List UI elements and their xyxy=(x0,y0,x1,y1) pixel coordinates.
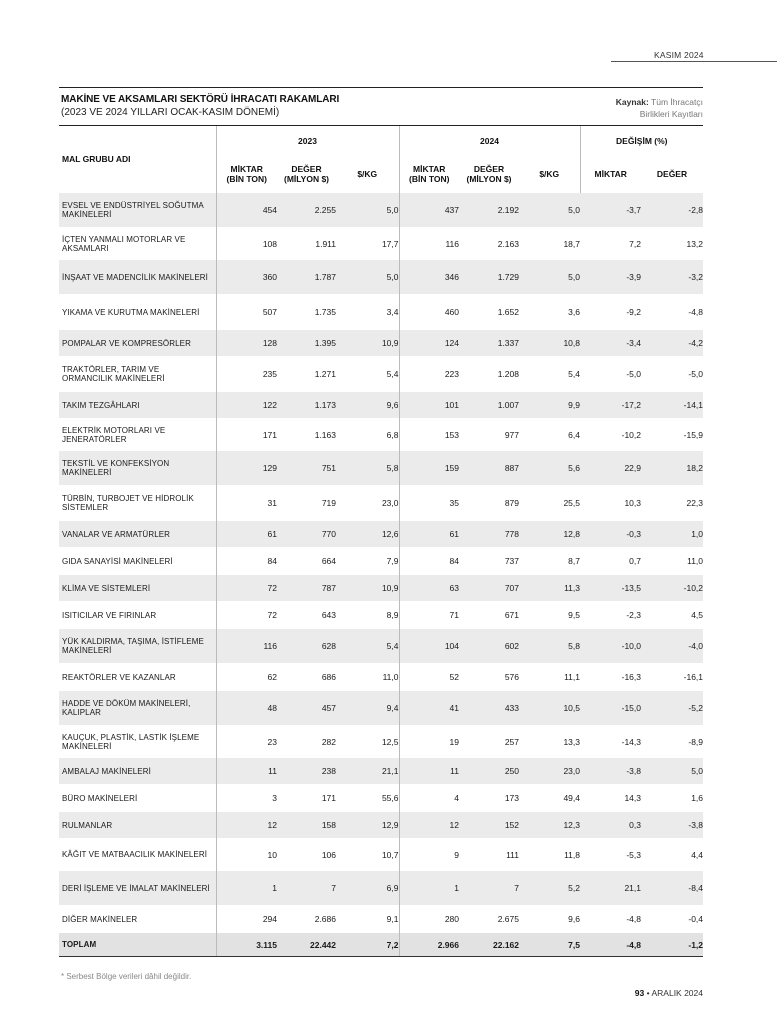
table-row xyxy=(59,486,703,521)
title-top-divider xyxy=(59,87,703,88)
cell-q23: 48 xyxy=(216,691,277,726)
cell-k24: 5,0 xyxy=(519,193,580,228)
cell-k24: 9,9 xyxy=(519,392,580,419)
cell-cq: -10,2 xyxy=(580,419,641,451)
cell-v23: 664 xyxy=(277,548,336,575)
cell-v24: 879 xyxy=(459,486,519,521)
cell-v24: 173 xyxy=(459,785,519,812)
cell-cq: 7,2 xyxy=(580,228,641,260)
source-note xyxy=(616,96,703,120)
cell-q24: 9 xyxy=(399,839,459,871)
cell-q23: 294 xyxy=(216,906,277,933)
table-title: MAKİNE VE AKSAMLARI SEKTÖRÜ İHRACATI RAKAMLARI xyxy=(61,94,340,105)
cell-q24: 1 xyxy=(399,871,459,906)
cell-k23: 10,7 xyxy=(336,839,399,871)
cell-v24: 250 xyxy=(459,758,519,785)
source-line-2: Birlikleri Kayıtları xyxy=(639,109,703,119)
table-row xyxy=(59,451,703,486)
cell-v24: 22.162 xyxy=(459,933,519,957)
product-group-name: VANALAR VE ARMATÜRLER xyxy=(59,521,216,548)
cell-q23: 108 xyxy=(216,228,277,260)
table-row xyxy=(59,295,703,330)
cell-v23: 22.442 xyxy=(277,933,336,957)
product-group-name: GIDA SANAYİSİ MAKİNELERİ xyxy=(59,548,216,575)
cell-q23: 3.115 xyxy=(216,933,277,957)
table-row xyxy=(59,758,703,785)
footnote: * Serbest Bölge verileri dâhil değildir. xyxy=(61,972,192,981)
cell-q24: 460 xyxy=(399,295,459,330)
header-val-2024: DEĞER (MİLYON $) xyxy=(466,164,512,184)
cell-q23: 72 xyxy=(216,575,277,602)
table-row xyxy=(59,228,703,260)
product-group-name: TÜRBİN, TURBOJET VE HİDROLİK SİSTEMLER xyxy=(59,486,216,521)
cell-q24: 104 xyxy=(399,629,459,664)
cell-v24: 576 xyxy=(459,664,519,691)
cell-cv: -5,2 xyxy=(641,691,703,726)
product-group-name: KÂĞIT VE MATBAACILIK MAKİNELERİ xyxy=(59,839,216,871)
cell-v24: 2.163 xyxy=(459,228,519,260)
cell-q23: 116 xyxy=(216,629,277,664)
cell-k24: 18,7 xyxy=(519,228,580,260)
cell-cq: -9,2 xyxy=(580,295,641,330)
cell-v24: 152 xyxy=(459,812,519,839)
header-change-qty: MİKTAR xyxy=(580,156,641,193)
product-group-name: TOPLAM xyxy=(59,933,216,957)
cell-k24: 5,6 xyxy=(519,451,580,486)
cell-v23: 7 xyxy=(277,871,336,906)
cell-v24: 671 xyxy=(459,602,519,629)
page-number: 93 xyxy=(634,988,645,998)
cell-k23: 12,6 xyxy=(336,521,399,548)
table-row xyxy=(59,330,703,357)
cell-q24: 346 xyxy=(399,260,459,295)
cell-q24: 101 xyxy=(399,392,459,419)
product-group-name: YÜK KALDIRMA, TAŞIMA, İSTİFLEME MAKİNELERİ xyxy=(59,629,216,664)
table-row xyxy=(59,629,703,664)
cell-q24: 19 xyxy=(399,726,459,758)
cell-v23: 1.735 xyxy=(277,295,336,330)
product-group-name: KLİMA VE SİSTEMLERİ xyxy=(59,575,216,602)
cell-q23: 507 xyxy=(216,295,277,330)
cell-k23: 5,0 xyxy=(336,193,399,228)
cell-q24: 41 xyxy=(399,691,459,726)
product-group-name: HADDE VE DÖKÜM MAKİNELERİ, KALIPLAR xyxy=(59,691,216,726)
product-group-name: REAKTÖRLER VE KAZANLAR xyxy=(59,664,216,691)
cell-q23: 11 xyxy=(216,758,277,785)
cell-k23: 12,9 xyxy=(336,812,399,839)
cell-k23: 11,0 xyxy=(336,664,399,691)
cell-k23: 17,7 xyxy=(336,228,399,260)
cell-v23: 282 xyxy=(277,726,336,758)
cell-cq: -3,7 xyxy=(580,193,641,228)
product-group-name: ELEKTRİK MOTORLARI VE JENERATÖRLER xyxy=(59,419,216,451)
product-group-name: TRAKTÖRLER, TARIM VE ORMANCILIK MAKİNELERİ xyxy=(59,357,216,392)
cell-q23: 23 xyxy=(216,726,277,758)
cell-q23: 122 xyxy=(216,392,277,419)
cell-v23: 457 xyxy=(277,691,336,726)
cell-k24: 13,3 xyxy=(519,726,580,758)
cell-q23: 12 xyxy=(216,812,277,839)
total-row xyxy=(59,933,703,957)
cell-v24: 1.729 xyxy=(459,260,519,295)
product-group-name: POMPALAR VE KOMPRESÖRLER xyxy=(59,330,216,357)
cell-q23: 61 xyxy=(216,521,277,548)
cell-q23: 360 xyxy=(216,260,277,295)
cell-cq: -4,8 xyxy=(580,906,641,933)
table-row xyxy=(59,392,703,419)
cell-k23: 6,8 xyxy=(336,419,399,451)
table-row xyxy=(59,812,703,839)
cell-cv: -0,4 xyxy=(641,906,703,933)
header-divider xyxy=(611,61,777,62)
cell-q23: 84 xyxy=(216,548,277,575)
table-row xyxy=(59,664,703,691)
header-change-val: DEĞER xyxy=(656,169,688,179)
cell-cv: -3,2 xyxy=(641,260,703,295)
cell-v24: 1.652 xyxy=(459,295,519,330)
cell-cv: 18,2 xyxy=(641,451,703,486)
cell-q24: 61 xyxy=(399,521,459,548)
table-row xyxy=(59,575,703,602)
cell-cv: 13,2 xyxy=(641,228,703,260)
cell-v24: 1.007 xyxy=(459,392,519,419)
cell-v24: 7 xyxy=(459,871,519,906)
cell-cq: -13,5 xyxy=(580,575,641,602)
cell-q24: 437 xyxy=(399,193,459,228)
table-subtitle: (2023 VE 2024 YILLARI OCAK-KASIM DÖNEMİ) xyxy=(61,107,280,118)
cell-k23: 9,6 xyxy=(336,392,399,419)
issue-label: KASIM 2024 xyxy=(654,50,704,60)
cell-q23: 128 xyxy=(216,330,277,357)
cell-cv: 1,6 xyxy=(641,785,703,812)
cell-cq: -17,2 xyxy=(580,392,641,419)
cell-q23: 454 xyxy=(216,193,277,228)
cell-cv: -15,9 xyxy=(641,419,703,451)
cell-k24: 11,8 xyxy=(519,839,580,871)
cell-q24: 84 xyxy=(399,548,459,575)
cell-k24: 23,0 xyxy=(519,758,580,785)
cell-k24: 49,4 xyxy=(519,785,580,812)
cell-cq: 0,7 xyxy=(580,548,641,575)
table-row xyxy=(59,602,703,629)
page-footer xyxy=(635,988,703,998)
cell-cv: -1,2 xyxy=(641,933,703,957)
cell-k24: 12,8 xyxy=(519,521,580,548)
header-perkg-2023: $/KG xyxy=(357,169,378,179)
header-year-2024: 2024 xyxy=(399,126,580,156)
cell-cv: -8,4 xyxy=(641,871,703,906)
footer-issue: ARALIK 2024 xyxy=(651,988,703,998)
footer-separator: • xyxy=(646,988,650,998)
cell-cq: -10,0 xyxy=(580,629,641,664)
cell-v23: 787 xyxy=(277,575,336,602)
cell-cv: 4,5 xyxy=(641,602,703,629)
cell-k24: 9,5 xyxy=(519,602,580,629)
cell-v23: 1.395 xyxy=(277,330,336,357)
cell-cq: -5,0 xyxy=(580,357,641,392)
table-row xyxy=(59,419,703,451)
cell-k24: 5,2 xyxy=(519,871,580,906)
cell-k23: 12,5 xyxy=(336,726,399,758)
cell-cq: 14,3 xyxy=(580,785,641,812)
cell-v24: 1.337 xyxy=(459,330,519,357)
product-group-name: İÇTEN YANMALI MOTORLAR VE AKSAMLARI xyxy=(59,228,216,260)
cell-q23: 1 xyxy=(216,871,277,906)
source-label: Kaynak: xyxy=(615,97,649,107)
cell-cv: -4,8 xyxy=(641,295,703,330)
header-qty-2024: MİKTAR (BİN TON) xyxy=(399,156,459,193)
cell-k23: 9,1 xyxy=(336,906,399,933)
cell-k24: 8,7 xyxy=(519,548,580,575)
cell-q24: 280 xyxy=(399,906,459,933)
cell-k23: 8,9 xyxy=(336,602,399,629)
cell-k23: 5,4 xyxy=(336,629,399,664)
cell-cq: -3,8 xyxy=(580,758,641,785)
cell-q23: 72 xyxy=(216,602,277,629)
cell-q23: 10 xyxy=(216,839,277,871)
cell-v23: 2.255 xyxy=(277,193,336,228)
header-perkg-2024: $/KG xyxy=(539,169,560,179)
cell-v24: 433 xyxy=(459,691,519,726)
cell-cq: 21,1 xyxy=(580,871,641,906)
product-group-name: KAUÇUK, PLASTİK, LASTİK İŞLEME MAKİNELERİ xyxy=(59,726,216,758)
cell-q23: 62 xyxy=(216,664,277,691)
cell-k23: 21,1 xyxy=(336,758,399,785)
cell-k24: 11,3 xyxy=(519,575,580,602)
product-group-name: BÜRO MAKİNELERİ xyxy=(59,785,216,812)
cell-q24: 124 xyxy=(399,330,459,357)
cell-q24: 2.966 xyxy=(399,933,459,957)
cell-v23: 719 xyxy=(277,486,336,521)
cell-k24: 9,6 xyxy=(519,906,580,933)
export-table xyxy=(59,126,703,957)
product-group-name: DİĞER MAKİNELER xyxy=(59,906,216,933)
cell-k23: 7,2 xyxy=(336,933,399,957)
cell-cv: 5,0 xyxy=(641,758,703,785)
cell-k24: 5,8 xyxy=(519,629,580,664)
table-row xyxy=(59,726,703,758)
cell-k23: 23,0 xyxy=(336,486,399,521)
cell-cq: -5,3 xyxy=(580,839,641,871)
cell-k24: 7,5 xyxy=(519,933,580,957)
cell-v23: 628 xyxy=(277,629,336,664)
cell-q24: 116 xyxy=(399,228,459,260)
table-row xyxy=(59,691,703,726)
cell-cq: 10,3 xyxy=(580,486,641,521)
cell-cq: -3,4 xyxy=(580,330,641,357)
cell-q24: 12 xyxy=(399,812,459,839)
product-group-name: AMBALAJ MAKİNELERİ xyxy=(59,758,216,785)
cell-k23: 7,9 xyxy=(336,548,399,575)
cell-cv: -10,2 xyxy=(641,575,703,602)
cell-k24: 11,1 xyxy=(519,664,580,691)
cell-q24: 63 xyxy=(399,575,459,602)
product-group-name: RULMANLAR xyxy=(59,812,216,839)
cell-k23: 6,9 xyxy=(336,871,399,906)
cell-v24: 887 xyxy=(459,451,519,486)
cell-v23: 751 xyxy=(277,451,336,486)
cell-k24: 6,4 xyxy=(519,419,580,451)
table-row xyxy=(59,548,703,575)
cell-cv: 1,0 xyxy=(641,521,703,548)
cell-cv: -5,0 xyxy=(641,357,703,392)
cell-v23: 1.173 xyxy=(277,392,336,419)
header-qty-2023: MİKTAR (BİN TON) xyxy=(216,156,277,193)
cell-v23: 686 xyxy=(277,664,336,691)
product-group-name: İNŞAAT VE MADENCİLİK MAKİNELERİ xyxy=(59,260,216,295)
cell-v24: 602 xyxy=(459,629,519,664)
cell-v23: 1.163 xyxy=(277,419,336,451)
cell-k23: 3,4 xyxy=(336,295,399,330)
cell-v24: 778 xyxy=(459,521,519,548)
cell-v24: 111 xyxy=(459,839,519,871)
cell-v23: 1.787 xyxy=(277,260,336,295)
cell-k23: 55,6 xyxy=(336,785,399,812)
cell-v23: 158 xyxy=(277,812,336,839)
cell-v24: 2.675 xyxy=(459,906,519,933)
cell-v23: 106 xyxy=(277,839,336,871)
cell-q24: 4 xyxy=(399,785,459,812)
cell-q24: 52 xyxy=(399,664,459,691)
cell-cv: -2,8 xyxy=(641,193,703,228)
cell-cq: -4,8 xyxy=(580,933,641,957)
cell-v23: 238 xyxy=(277,758,336,785)
cell-k24: 3,6 xyxy=(519,295,580,330)
cell-v24: 257 xyxy=(459,726,519,758)
table-row xyxy=(59,839,703,871)
cell-q23: 3 xyxy=(216,785,277,812)
cell-cv: 4,4 xyxy=(641,839,703,871)
cell-k23: 5,8 xyxy=(336,451,399,486)
cell-cv: -16,1 xyxy=(641,664,703,691)
cell-cq: 22,9 xyxy=(580,451,641,486)
cell-q23: 235 xyxy=(216,357,277,392)
cell-cq: 0,3 xyxy=(580,812,641,839)
cell-k24: 25,5 xyxy=(519,486,580,521)
cell-q24: 35 xyxy=(399,486,459,521)
table-row xyxy=(59,357,703,392)
cell-q23: 31 xyxy=(216,486,277,521)
header-val-2023: DEĞER (MİLYON $) xyxy=(283,164,330,184)
cell-cv: 11,0 xyxy=(641,548,703,575)
cell-v23: 1.271 xyxy=(277,357,336,392)
cell-v24: 2.192 xyxy=(459,193,519,228)
cell-q24: 71 xyxy=(399,602,459,629)
cell-k24: 10,8 xyxy=(519,330,580,357)
cell-k23: 9,4 xyxy=(336,691,399,726)
cell-v24: 1.208 xyxy=(459,357,519,392)
cell-v24: 977 xyxy=(459,419,519,451)
cell-v23: 643 xyxy=(277,602,336,629)
cell-cq: -0,3 xyxy=(580,521,641,548)
product-group-name: TEKSTİL VE KONFEKSİYON MAKİNELERİ xyxy=(59,451,216,486)
source-line-1: Tüm İhracatçı xyxy=(651,97,703,107)
cell-k24: 10,5 xyxy=(519,691,580,726)
cell-cv: 22,3 xyxy=(641,486,703,521)
cell-k23: 10,9 xyxy=(336,575,399,602)
header-change: DEĞİŞİM (%) xyxy=(580,126,703,156)
cell-cv: -8,9 xyxy=(641,726,703,758)
cell-v23: 2.686 xyxy=(277,906,336,933)
cell-q23: 171 xyxy=(216,419,277,451)
cell-cq: -16,3 xyxy=(580,664,641,691)
cell-cq: -2,3 xyxy=(580,602,641,629)
header-product-group: MAL GRUBU ADI xyxy=(62,154,131,164)
product-group-name: DERİ İŞLEME VE İMALAT MAKİNELERİ xyxy=(59,871,216,906)
cell-q24: 153 xyxy=(399,419,459,451)
cell-q24: 159 xyxy=(399,451,459,486)
product-group-name: ISITICILAR VE FIRINLAR xyxy=(59,602,216,629)
cell-cv: -4,2 xyxy=(641,330,703,357)
product-group-name: TAKIM TEZGÂHLARI xyxy=(59,392,216,419)
cell-k23: 10,9 xyxy=(336,330,399,357)
cell-v23: 770 xyxy=(277,521,336,548)
cell-q24: 223 xyxy=(399,357,459,392)
product-group-name: YIKAMA VE KURUTMA MAKİNELERİ xyxy=(59,295,216,330)
cell-v23: 171 xyxy=(277,785,336,812)
cell-k23: 5,4 xyxy=(336,357,399,392)
cell-q23: 129 xyxy=(216,451,277,486)
product-group-name: EVSEL VE ENDÜSTRİYEL SOĞUTMA MAKİNELERİ xyxy=(59,193,216,228)
cell-k24: 12,3 xyxy=(519,812,580,839)
table-row xyxy=(59,193,703,228)
cell-k23: 5,0 xyxy=(336,260,399,295)
cell-cv: -3,8 xyxy=(641,812,703,839)
cell-k24: 5,0 xyxy=(519,260,580,295)
cell-v23: 1.911 xyxy=(277,228,336,260)
cell-cv: -14,1 xyxy=(641,392,703,419)
table-row xyxy=(59,260,703,295)
cell-v24: 707 xyxy=(459,575,519,602)
cell-v24: 737 xyxy=(459,548,519,575)
cell-cq: -3,9 xyxy=(580,260,641,295)
table-row xyxy=(59,521,703,548)
table-row xyxy=(59,785,703,812)
header-year-2023: 2023 xyxy=(216,126,399,156)
cell-q24: 11 xyxy=(399,758,459,785)
cell-cq: -14,3 xyxy=(580,726,641,758)
cell-cq: -15,0 xyxy=(580,691,641,726)
table-row xyxy=(59,871,703,906)
table-row xyxy=(59,906,703,933)
cell-cv: -4,0 xyxy=(641,629,703,664)
cell-k24: 5,4 xyxy=(519,357,580,392)
